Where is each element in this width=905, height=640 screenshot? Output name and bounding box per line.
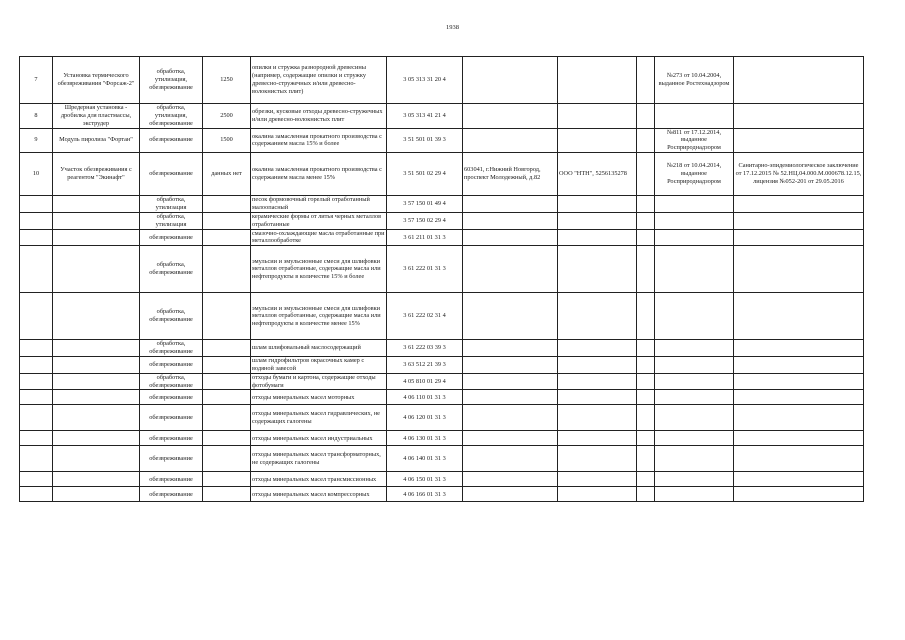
cell-capacity [203,357,251,374]
cell-waste-name: смазочно-охлаждающие масла отработанные при металлообработке [251,229,387,246]
cell-capacity [203,405,251,431]
cell-operation: обезвреживание [140,487,203,502]
cell-owner [558,390,637,405]
cell-object: Установка термического обезвреживания "Форсаж-2" [53,57,140,104]
cell-owner [558,373,637,390]
cell-operation: обработка, обезвреживание [140,373,203,390]
cell-operation: обезвреживание [140,431,203,446]
cell-number [20,340,53,357]
cell-object: Участок обезвреживания с реагентом "Экинафт" [53,153,140,196]
cell-number: 7 [20,57,53,104]
cell-operation: обработка, обезвреживание [140,293,203,340]
cell-operation: обработка, обезвреживание [140,246,203,293]
cell-waste-name: шлам шлифовальный маслосодержащий [251,340,387,357]
cell-waste-name: опилки и стружка разнородной древесины (например, содержащие опилки и стружку древесно-стружечных и/или древесно-волокнистых плит) [251,57,387,104]
cell-fkko-code: 3 61 222 03 39 3 [387,340,463,357]
cell-number [20,196,53,213]
table-row [20,340,864,357]
cell-capacity [203,340,251,357]
cell-fkko-code: 4 06 120 01 31 3 [387,405,463,431]
cell-blank [637,472,655,487]
cell-blank [637,405,655,431]
cell-number [20,357,53,374]
cell-fkko-code: 3 57 150 02 29 4 [387,212,463,229]
cell-license [655,390,734,405]
cell-object [53,390,140,405]
table-row [20,293,864,340]
cell-blank [637,196,655,213]
cell-blank [637,128,655,153]
cell-capacity [203,487,251,502]
cell-blank [637,246,655,293]
cell-fkko-code: 3 61 211 01 31 3 [387,229,463,246]
table-row [20,472,864,487]
cell-owner [558,405,637,431]
cell-number [20,229,53,246]
cell-license [655,340,734,357]
cell-owner [558,340,637,357]
cell-object [53,196,140,213]
cell-conclusion [734,246,864,293]
cell-waste-name: отходы минеральных масел компрессорных [251,487,387,502]
cell-blank [637,487,655,502]
cell-blank [637,390,655,405]
cell-address [463,472,558,487]
cell-capacity [203,293,251,340]
cell-waste-name: отходы минеральных масел гидравлических, не содержащих галогены [251,405,387,431]
cell-operation: обезвреживание [140,472,203,487]
cell-blank [637,357,655,374]
cell-object [53,446,140,472]
cell-conclusion [734,57,864,104]
cell-number [20,293,53,340]
table-row [20,446,864,472]
cell-operation: обработка, утилизация, обезвреживание [140,104,203,129]
table-row [20,431,864,446]
cell-license [655,229,734,246]
table-row [20,405,864,431]
cell-operation: обработка, утилизация, обезвреживание [140,57,203,104]
cell-owner [558,57,637,104]
cell-object [53,472,140,487]
cell-object [53,431,140,446]
cell-owner [558,431,637,446]
cell-operation: обработка, утилизация [140,196,203,213]
cell-waste-name: окалина замасленная прокатного производства с содержанием масла 15% и более [251,128,387,153]
cell-operation: обезвреживание [140,128,203,153]
cell-owner [558,196,637,213]
cell-address [463,340,558,357]
cell-conclusion [734,128,864,153]
cell-license [655,246,734,293]
cell-fkko-code: 3 57 150 01 49 4 [387,196,463,213]
cell-license [655,212,734,229]
cell-address [463,373,558,390]
table-row [20,487,864,502]
cell-owner [558,446,637,472]
cell-waste-name: эмульсии и эмульсионные смеси для шлифовки металлов отработанные, содержащие масла или нефтепродукты в количестве 15% и более [251,246,387,293]
cell-blank [637,373,655,390]
cell-operation: обработка, обезвреживание [140,340,203,357]
cell-waste-name: отходы минеральных масел индустриальных [251,431,387,446]
cell-blank [637,212,655,229]
cell-capacity [203,212,251,229]
cell-address [463,390,558,405]
cell-address [463,446,558,472]
cell-conclusion [734,104,864,129]
cell-conclusion [734,431,864,446]
cell-fkko-code: 3 51 501 01 39 3 [387,128,463,153]
cell-operation: обезвреживание [140,390,203,405]
cell-conclusion [734,229,864,246]
cell-object [53,373,140,390]
cell-blank [637,293,655,340]
cell-number [20,212,53,229]
table-row [20,153,864,196]
cell-capacity: данных нет [203,153,251,196]
cell-fkko-code: 4 06 130 01 31 3 [387,431,463,446]
cell-capacity: 2500 [203,104,251,129]
cell-number [20,431,53,446]
cell-operation: обезвреживание [140,357,203,374]
table-row [20,373,864,390]
cell-address [463,128,558,153]
cell-address [463,212,558,229]
cell-capacity [203,196,251,213]
cell-waste-name: обрезки, кусковые отходы древесно-стружечных и/или древесно-волокнистых плит [251,104,387,129]
cell-object [53,229,140,246]
cell-license: №218 от 10.04.2014, выданное Росприроднадзором [655,153,734,196]
cell-fkko-code: 3 61 222 02 31 4 [387,293,463,340]
cell-number [20,246,53,293]
cell-conclusion [734,340,864,357]
cell-object [53,405,140,431]
cell-capacity [203,229,251,246]
cell-address [463,57,558,104]
cell-license [655,373,734,390]
cell-waste-name: керамические формы от литья черных металлов отработанные [251,212,387,229]
cell-owner [558,487,637,502]
cell-operation: обезвреживание [140,229,203,246]
cell-fkko-code: 4 06 110 01 31 3 [387,390,463,405]
table-row [20,390,864,405]
cell-fkko-code: 3 05 313 41 21 4 [387,104,463,129]
cell-number [20,487,53,502]
cell-license [655,104,734,129]
cell-waste-name: песок формовочный горелый отработанный малоопасный [251,196,387,213]
cell-license [655,293,734,340]
cell-address [463,487,558,502]
cell-conclusion [734,357,864,374]
cell-number: 10 [20,153,53,196]
cell-owner [558,229,637,246]
cell-capacity: 1250 [203,57,251,104]
cell-conclusion [734,472,864,487]
cell-capacity [203,446,251,472]
table-row [20,357,864,374]
cell-conclusion [734,405,864,431]
cell-conclusion [734,212,864,229]
cell-number: 8 [20,104,53,129]
cell-number [20,390,53,405]
cell-operation: обезвреживание [140,405,203,431]
cell-object [53,246,140,293]
cell-object: Модуль пиролиза "Фортан" [53,128,140,153]
cell-blank [637,153,655,196]
table-row [20,229,864,246]
cell-fkko-code: 3 05 313 31 20 4 [387,57,463,104]
cell-address: 603041, г.Нижний Новгород, проспект Молодежный, д.82 [463,153,558,196]
cell-license [655,357,734,374]
cell-conclusion: Санитарно-эпидемиологическое заключение от 17.12.2015 № 52.НЦ.04.000.М.000678.12.15, лицензия №052-201 от 29.05.2016 [734,153,864,196]
cell-owner [558,128,637,153]
cell-address [463,246,558,293]
cell-license [655,472,734,487]
cell-object [53,340,140,357]
cell-address [463,229,558,246]
cell-license [655,487,734,502]
cell-owner: ООО "НТН", 5256135278 [558,153,637,196]
table-row [20,246,864,293]
cell-address [463,357,558,374]
cell-conclusion [734,446,864,472]
cell-capacity [203,390,251,405]
table-row [20,212,864,229]
cell-license: №811 от 17.12.2014, выданное Росприроднадзором [655,128,734,153]
cell-fkko-code: 4 05 810 01 29 4 [387,373,463,390]
cell-fkko-code: 4 06 166 01 31 3 [387,487,463,502]
cell-waste-name: эмульсии и эмульсионные смеси для шлифовки металлов отработанные, содержащие масла или нефтепродукты в количестве менее 15% [251,293,387,340]
cell-waste-name: окалина замасленная прокатного производства с содержанием масла менее 15% [251,153,387,196]
cell-license [655,446,734,472]
cell-address [463,431,558,446]
cell-blank [637,104,655,129]
cell-owner [558,472,637,487]
cell-conclusion [734,487,864,502]
cell-number [20,446,53,472]
cell-object [53,487,140,502]
cell-capacity [203,373,251,390]
cell-number [20,405,53,431]
cell-blank [637,57,655,104]
cell-owner [558,246,637,293]
cell-operation: обезвреживание [140,446,203,472]
table-row [20,128,864,153]
cell-address [463,196,558,213]
cell-waste-name: отходы минеральных масел трансформаторных, не содержащих галогены [251,446,387,472]
cell-operation: обработка, утилизация [140,212,203,229]
cell-object [53,293,140,340]
cell-blank [637,446,655,472]
cell-object [53,212,140,229]
cell-blank [637,431,655,446]
table-row [20,196,864,213]
cell-blank [637,229,655,246]
cell-waste-name: шлам гидрофильтров окрасочных камер с водяной завесой [251,357,387,374]
cell-conclusion [734,373,864,390]
cell-conclusion [734,293,864,340]
cell-capacity: 1500 [203,128,251,153]
page-number: 1938 [446,24,459,31]
cell-number [20,373,53,390]
cell-address [463,104,558,129]
cell-capacity [203,472,251,487]
cell-owner [558,212,637,229]
cell-fkko-code: 3 63 512 21 39 3 [387,357,463,374]
cell-blank [637,340,655,357]
waste-facility-table [19,56,864,502]
cell-conclusion [734,390,864,405]
cell-waste-name: отходы бумаги и картона, содержащие отходы фотобумаги [251,373,387,390]
cell-license [655,405,734,431]
cell-owner [558,104,637,129]
cell-license [655,431,734,446]
cell-license: №273 от 10.04.2004, выданное Ростехнадзором [655,57,734,104]
cell-waste-name: отходы минеральных масел трансмиссионных [251,472,387,487]
table-row [20,57,864,104]
table-row [20,104,864,129]
cell-owner [558,293,637,340]
cell-fkko-code: 3 61 222 01 31 3 [387,246,463,293]
cell-address [463,405,558,431]
cell-license [655,196,734,213]
cell-capacity [203,246,251,293]
cell-fkko-code: 4 06 140 01 31 3 [387,446,463,472]
cell-fkko-code: 4 06 150 01 31 3 [387,472,463,487]
cell-object [53,357,140,374]
cell-owner [558,357,637,374]
cell-conclusion [734,196,864,213]
cell-capacity [203,431,251,446]
cell-waste-name: отходы минеральных масел моторных [251,390,387,405]
cell-object: Шредерная установка - дробилка для пластмассы, экструдер [53,104,140,129]
cell-address [463,293,558,340]
table-body [20,57,864,502]
cell-number [20,472,53,487]
cell-number: 9 [20,128,53,153]
cell-fkko-code: 3 51 501 02 29 4 [387,153,463,196]
cell-operation: обезвреживание [140,153,203,196]
